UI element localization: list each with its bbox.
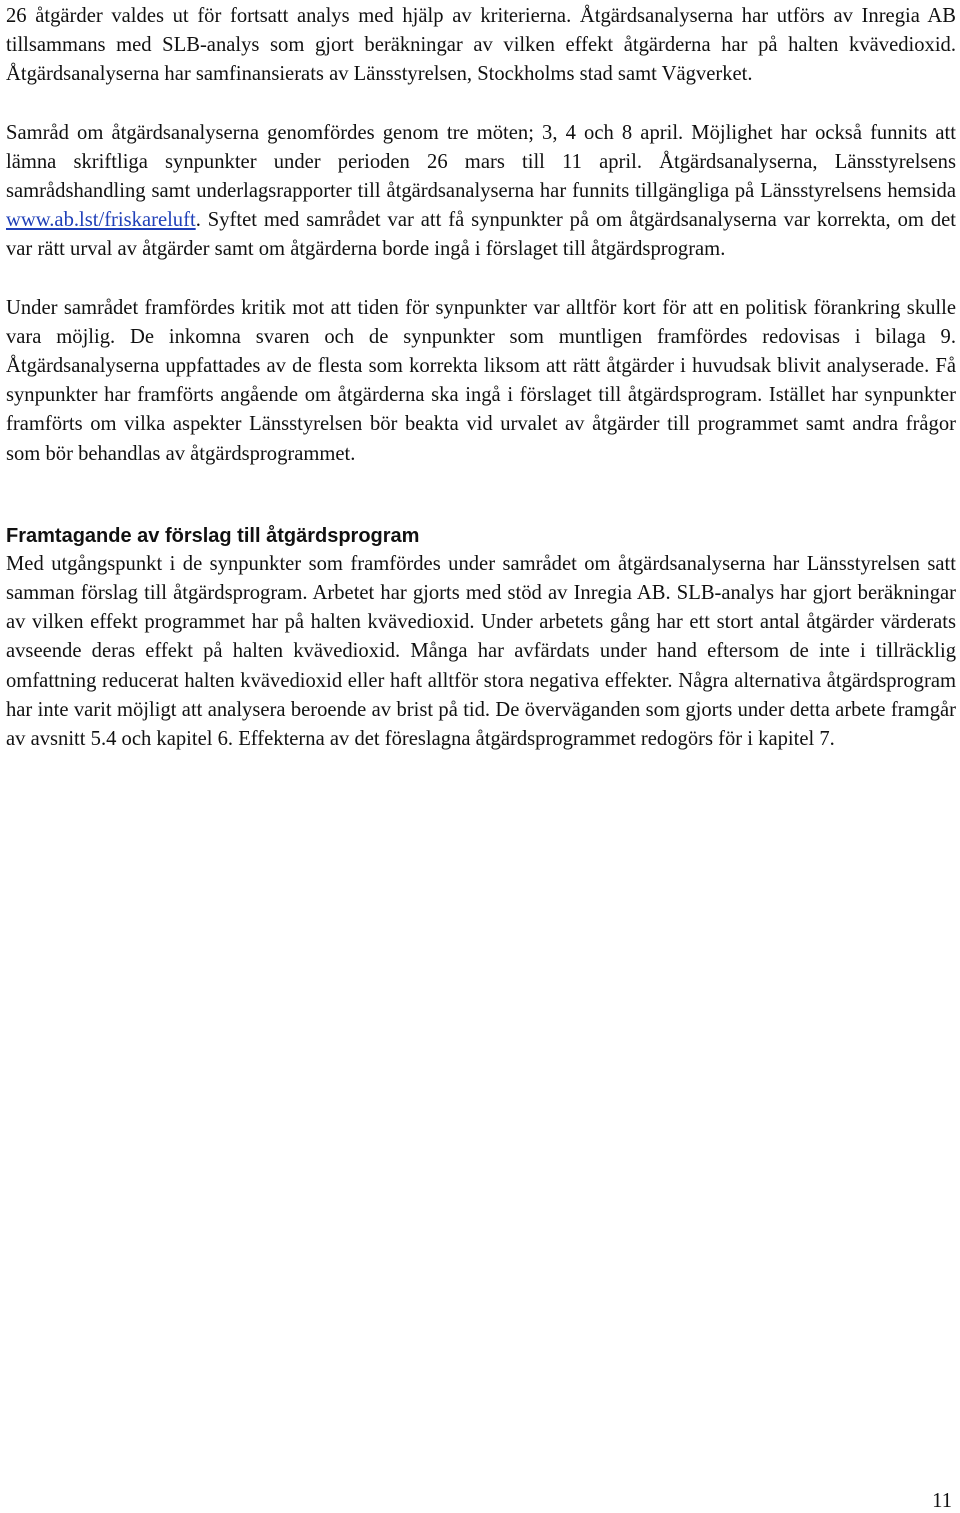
website-link[interactable]: www.ab.lst/friskareluft [6,209,196,232]
section-gap [6,469,956,522]
paragraph-action-analyses [6,2,956,90]
paragraph-proposal [6,550,956,754]
paragraph-criticism [6,294,956,469]
paragraph-criticism-text: Under samrådet framfördes kritik mot att tiden för synpunkter var alltför kort för att en politisk förankring skulle vara möjlig. De inkomna svaren och de synpunkter som muntligen framfördes redovisas i bilaga 9. Åtgärdsanalyserna uppfattades av de flesta som korrekta liksom att rätt åtgärder i huvudsak blivit analyserade. Få synpunkter har framförts angående om åtgärderna ska ingå i förslaget till åtgärdsprogram. Istället har synpunkter framförts om vilka aspekter Länsstyrelsen bör beakta vid urvalet av åtgärder till programmet samt andra frågor som bör behandlas av åtgärdsprogrammet. [6,296,956,465]
document-body [6,2,956,754]
paragraph-consultation-text-start: Samråd om åtgärdsanalyserna genomfördes genom tre möten; 3, 4 och 8 april. Möjlighet har också funnits att lämna skriftliga synpunkter under perioden 26 mars till 11 april. Åtgärdsanalyserna, Länsstyrelsens samrådshandling samt underlagsrapporter till åtgärdsanalyserna har funnits tillgängliga på Länsstyrelsens hemsida [6,121,956,203]
paragraph-proposal-text: Med utgångspunkt i de synpunkter som framfördes under samrådet om åtgärdsanalyserna har Länsstyrelsen satt samman förslag till åtgärdsprogram. Arbetet har gjorts med stöd av Inregia AB. SLB-analys har gjort beräkningar av vilken effekt programmet har på halten kvävedioxid. Under arbetets gång har ett stort antal åtgärder värderats avseende deras effekt på halten kvävedioxid. Många har avfärdats under hand eftersom de inte i tillräcklig omfattning reducerat halten kvävedioxid eller haft alltför stora negativa effekter. Några alternativa åtgärdsprogram har inte varit möjligt att analysera beroende av brist på tid. De överväganden som gjorts under detta arbete framgår av avsnitt 5.4 och kapitel 6. Effekterna av det föreslagna åtgärdsprogrammet redogörs för i kapitel 7. [6,552,956,751]
paragraph-consultation-text-end: . Syftet med samrådet var att få synpunkter på om åtgärdsanalyserna var korrekta, om det var rätt urval av åtgärder samt om åtgärderna borde ingå i förslaget till åtgärdsprogram. [6,209,956,261]
paragraph-gap [6,90,956,119]
page-number: 11 [932,1490,952,1512]
paragraph-action-analyses-text: 26 åtgärder valdes ut för fortsatt analys med hjälp av kriterierna. Åtgärdsanalyserna har utförs av Inregia AB tillsammans med SLB-analys som gjort beräkningar av vilken effekt åtgärderna har på halten kvävedioxid. Åtgärdsanalyserna har samfinansierats av Länsstyrelsen, Stockholms stad samt Vägverket. [6,5,956,86]
paragraph-consultation [6,119,956,265]
section-heading: Framtagande av förslag till åtgärdsprogram [6,524,420,547]
paragraph-gap [6,265,956,294]
